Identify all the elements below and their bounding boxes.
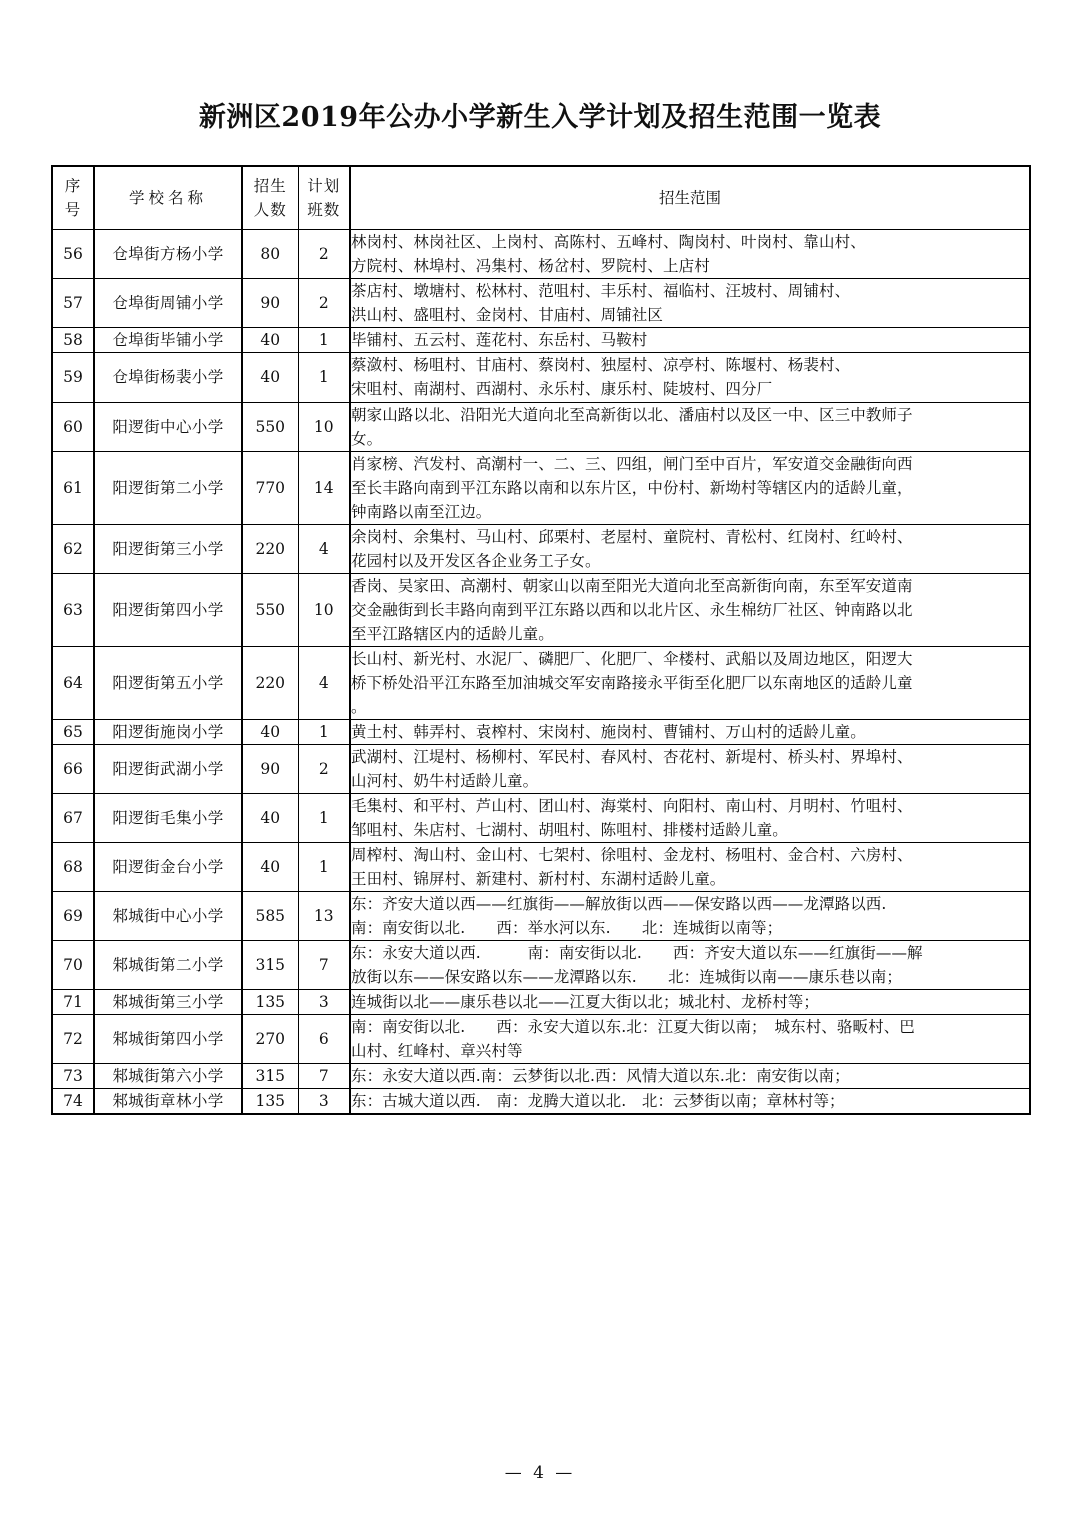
cell-range [350, 353, 1030, 402]
range-line: 黄土村、韩弄村、袁榨村、宋岗村、施岗村、曹铺村、万山村的适龄儿童。 [351, 722, 866, 741]
cell-class-count: 4 [298, 646, 350, 719]
cell-school-name: 仓埠街周铺小学 [94, 279, 242, 328]
cell-class-count: 1 [298, 842, 350, 891]
cell-range [350, 1063, 1030, 1088]
cell-range [350, 989, 1030, 1014]
cell-range [350, 891, 1030, 940]
cell-school-name: 阳逻街第五小学 [94, 646, 242, 719]
range-line: 蔡潋村、杨咀村、甘庙村、蔡岗村、独屋村、凉亭村、陈堰村、杨裴村、 [351, 356, 851, 375]
table-header-row [52, 166, 1030, 230]
table-row [52, 1063, 1030, 1088]
cell-index: 66 [52, 744, 94, 793]
enrollment-table-container [51, 165, 1029, 1115]
cell-range [350, 744, 1030, 793]
table-row [52, 719, 1030, 744]
cell-school-name: 邾城街中心小学 [94, 891, 242, 940]
column-header-range: 招生范围 [350, 166, 1030, 230]
range-line: 毛集村、和平村、芦山村、团山村、海棠村、向阳村、南山村、月明村、竹咀村、 [351, 796, 913, 815]
column-header-enroll-count [242, 166, 298, 230]
column-header-class-count-line2: 班数 [307, 201, 341, 220]
cell-class-count: 2 [298, 744, 350, 793]
cell-enroll-count: 135 [242, 1088, 298, 1114]
range-line: 交金融街到长丰路向南到平江东路以西和以北片区、永生棉纺厂社区、钟南路以北 [351, 600, 913, 619]
cell-enroll-count: 90 [242, 279, 298, 328]
cell-school-name: 阳逻街施岗小学 [94, 719, 242, 744]
range-line: 毕铺村、五云村、莲花村、东岳村、马鞍村 [351, 331, 648, 350]
range-line: 武湖村、江堤村、杨柳村、军民村、春风村、杏花村、新堤村、桥头村、界埠村、 [351, 747, 913, 766]
cell-index: 60 [52, 402, 94, 451]
column-header-enroll-count-line1: 招生 [253, 177, 287, 196]
cell-enroll-count: 770 [242, 451, 298, 524]
cell-index: 64 [52, 646, 94, 719]
column-header-class-count-line1: 计划 [307, 177, 341, 196]
table-row [52, 891, 1030, 940]
cell-class-count: 1 [298, 793, 350, 842]
cell-class-count: 4 [298, 524, 350, 573]
table-row [52, 451, 1030, 524]
range-line: 茶店村、墩塘村、松林村、范咀村、丰乐村、福临村、汪坡村、周铺村、 [351, 282, 851, 301]
cell-index: 56 [52, 230, 94, 279]
cell-class-count: 10 [298, 402, 350, 451]
table-row [52, 524, 1030, 573]
cell-school-name: 阳逻街第四小学 [94, 573, 242, 646]
cell-index: 65 [52, 719, 94, 744]
cell-school-name: 邾城街第六小学 [94, 1063, 242, 1088]
range-line: 至长丰路向南到平江东路以南和以东片区，中份村、新坳村等辖区内的适龄儿童， [351, 478, 913, 497]
range-line: 方院村、林埠村、冯集村、杨岔村、罗院村、上店村 [351, 257, 710, 276]
cell-range [350, 842, 1030, 891]
cell-school-name: 阳逻街金台小学 [94, 842, 242, 891]
cell-class-count: 14 [298, 451, 350, 524]
range-line: 东：古城大道以西. 南：龙腾大道以北. 北：云梦街以南；章林村等； [351, 1091, 845, 1110]
cell-enroll-count: 220 [242, 524, 298, 573]
cell-class-count: 10 [298, 573, 350, 646]
range-line: 钟南路以南至江边。 [351, 502, 492, 521]
cell-index: 71 [52, 989, 94, 1014]
range-line: 余岗村、余集村、马山村、邱栗村、老屋村、童院村、青松村、红岗村、红岭村、 [351, 527, 913, 546]
cell-range [350, 328, 1030, 353]
cell-school-name: 仓埠街杨裴小学 [94, 353, 242, 402]
cell-index: 58 [52, 328, 94, 353]
cell-school-name: 仓埠街毕铺小学 [94, 328, 242, 353]
enrollment-table [51, 165, 1031, 1115]
range-line: 洪山村、盛咀村、金岗村、甘庙村、周铺社区 [351, 306, 664, 325]
cell-enroll-count: 220 [242, 646, 298, 719]
cell-class-count: 7 [298, 940, 350, 989]
cell-class-count: 1 [298, 719, 350, 744]
range-line: 宋咀村、南湖村、西湖村、永乐村、康乐村、陡坡村、四分厂 [351, 380, 773, 399]
cell-enroll-count: 270 [242, 1014, 298, 1063]
cell-enroll-count: 135 [242, 989, 298, 1014]
cell-range [350, 719, 1030, 744]
column-header-index [52, 166, 94, 230]
cell-class-count: 1 [298, 328, 350, 353]
cell-enroll-count: 315 [242, 1063, 298, 1088]
cell-school-name: 仓埠街方杨小学 [94, 230, 242, 279]
cell-enroll-count: 585 [242, 891, 298, 940]
table-body [52, 230, 1030, 1114]
cell-school-name: 阳逻街毛集小学 [94, 793, 242, 842]
range-line: 朝家山路以北、沿阳光大道向北至高新街以北、潘庙村以及区一中、区三中教师子 [351, 405, 913, 424]
cell-index: 67 [52, 793, 94, 842]
range-line: 香岗、吴家田、高潮村、朝家山以南至阳光大道向北至高新街向南，东至军安道南 [351, 576, 913, 595]
cell-school-name: 阳逻街中心小学 [94, 402, 242, 451]
range-line: 。 [351, 697, 367, 716]
range-line: 周榨村、淘山村、金山村、七架村、徐咀村、金龙村、杨咀村、金合村、六房村、 [351, 845, 913, 864]
table-row [52, 842, 1030, 891]
page-title: 新洲区2019年公办小学新生入学计划及招生范围一览表 [198, 102, 882, 133]
cell-enroll-count: 40 [242, 328, 298, 353]
cell-index: 73 [52, 1063, 94, 1088]
range-line: 桥下桥处沿平江东路至加油城交军安南路接永平街至化肥厂以东南地区的适龄儿童 [351, 673, 913, 692]
range-line: 林岗村、林岗社区、上岗村、高陈村、五峰村、陶岗村、叶岗村、靠山村、 [351, 233, 866, 252]
cell-range [350, 940, 1030, 989]
range-line: 至平江路辖区内的适龄儿童。 [351, 624, 554, 643]
cell-class-count: 3 [298, 1088, 350, 1114]
cell-school-name: 阳逻街武湖小学 [94, 744, 242, 793]
range-line: 花园村以及开发区各企业务工子女。 [351, 551, 601, 570]
cell-range [350, 1088, 1030, 1114]
cell-class-count: 3 [298, 989, 350, 1014]
table-row [52, 279, 1030, 328]
cell-school-name: 阳逻街第三小学 [94, 524, 242, 573]
cell-range [350, 279, 1030, 328]
range-line: 肖家榜、汽发村、高潮村一、二、三、四组，闸门至中百片，军安道交金融街向西 [351, 454, 913, 473]
table-row [52, 744, 1030, 793]
range-line: 山村、红峰村、章兴村等 [351, 1041, 523, 1060]
column-header-class-count [298, 166, 350, 230]
page-number-footer: — 4 — [504, 1463, 576, 1483]
column-header-school-name: 学校名称 [94, 166, 242, 230]
cell-school-name: 邾城街章林小学 [94, 1088, 242, 1114]
cell-class-count: 1 [298, 353, 350, 402]
cell-class-count: 7 [298, 1063, 350, 1088]
range-line: 放街以东——保安路以东——龙潭路以东. 北：连城街以南——康乐巷以南； [351, 967, 903, 986]
cell-enroll-count: 315 [242, 940, 298, 989]
cell-index: 61 [52, 451, 94, 524]
cell-enroll-count: 40 [242, 842, 298, 891]
cell-school-name: 邾城街第三小学 [94, 989, 242, 1014]
range-line: 东：永安大道以西. 南：南安街以北. 西：齐安大道以东——红旗街——解 [351, 943, 923, 962]
table-row [52, 793, 1030, 842]
cell-range [350, 793, 1030, 842]
table-row [52, 353, 1030, 402]
cell-range [350, 451, 1030, 524]
cell-index: 74 [52, 1088, 94, 1114]
cell-enroll-count: 40 [242, 793, 298, 842]
range-line: 山河村、奶牛村适龄儿童。 [351, 771, 539, 790]
cell-index: 70 [52, 940, 94, 989]
cell-class-count: 2 [298, 279, 350, 328]
table-row [52, 1088, 1030, 1114]
table-row [52, 573, 1030, 646]
cell-range [350, 646, 1030, 719]
cell-range [350, 573, 1030, 646]
table-row [52, 989, 1030, 1014]
cell-range [350, 402, 1030, 451]
range-line: 东：齐安大道以西——红旗街——解放街以西——保安路以西——龙潭路以西. [351, 894, 887, 913]
cell-index: 57 [52, 279, 94, 328]
range-line: 王田村、锦屏村、新建村、新村村、东湖村适龄儿童。 [351, 869, 726, 888]
range-line: 南：南安街以北. 西：举水河以东. 北：连城街以南等； [351, 918, 783, 937]
cell-enroll-count: 40 [242, 719, 298, 744]
cell-enroll-count: 550 [242, 573, 298, 646]
cell-enroll-count: 80 [242, 230, 298, 279]
range-line: 连城街以北——康乐巷以北——江夏大街以北；城北村、龙桥村等； [351, 992, 820, 1011]
cell-school-name: 邾城街第二小学 [94, 940, 242, 989]
table-row [52, 402, 1030, 451]
cell-class-count: 6 [298, 1014, 350, 1063]
cell-school-name: 邾城街第四小学 [94, 1014, 242, 1063]
cell-index: 62 [52, 524, 94, 573]
range-line: 南：南安街以北. 西：永安大道以东.北：江夏大街以南； 城东村、骆畈村、巴 [351, 1017, 915, 1036]
cell-enroll-count: 550 [242, 402, 298, 451]
range-line: 东：永安大道以西.南：云梦街以北.西：风情大道以东.北：南安街以南； [351, 1066, 850, 1085]
cell-index: 63 [52, 573, 94, 646]
cell-index: 72 [52, 1014, 94, 1063]
cell-class-count: 13 [298, 891, 350, 940]
table-header [52, 166, 1030, 230]
cell-enroll-count: 40 [242, 353, 298, 402]
table-row [52, 1014, 1030, 1063]
column-header-index-line1: 序 [64, 177, 82, 196]
cell-school-name: 阳逻街第二小学 [94, 451, 242, 524]
table-row [52, 940, 1030, 989]
column-header-enroll-count-line2: 人数 [253, 201, 287, 220]
cell-index: 68 [52, 842, 94, 891]
cell-range [350, 524, 1030, 573]
cell-index: 69 [52, 891, 94, 940]
cell-range [350, 230, 1030, 279]
range-line: 邹咀村、朱店村、七湖村、胡咀村、陈咀村、排楼村适龄儿童。 [351, 820, 788, 839]
cell-index: 59 [52, 353, 94, 402]
column-header-index-line2: 号 [64, 201, 82, 220]
cell-range [350, 1014, 1030, 1063]
range-line: 女。 [351, 429, 383, 448]
table-row [52, 646, 1030, 719]
cell-enroll-count: 90 [242, 744, 298, 793]
table-row [52, 328, 1030, 353]
range-line: 长山村、新光村、水泥厂、磷肥厂、化肥厂、伞楼村、武船以及周边地区，阳逻大 [351, 649, 913, 668]
cell-class-count: 2 [298, 230, 350, 279]
table-row [52, 230, 1030, 279]
